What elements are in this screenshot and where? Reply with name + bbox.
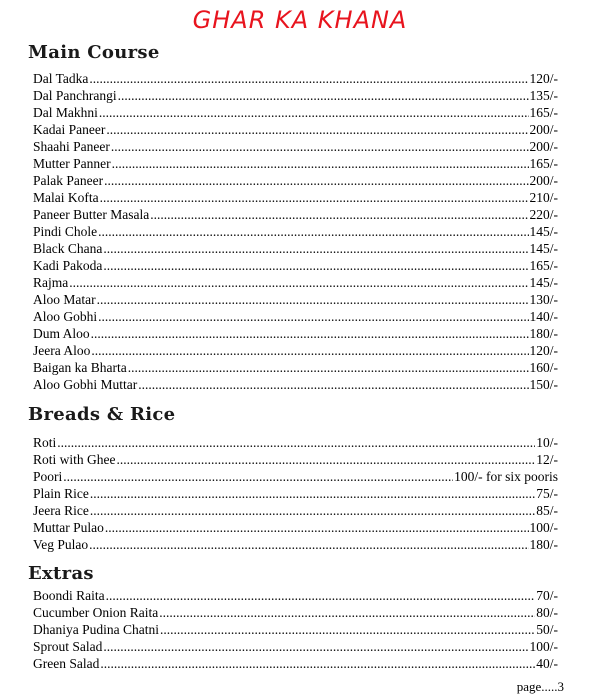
menu-item-row (33, 451, 558, 468)
dot-leader (63, 468, 453, 485)
menu-item-row (33, 359, 558, 376)
menu-item-price: 165/- (529, 156, 558, 171)
menu-item-row (33, 87, 558, 104)
menu-item-name: Dal Panchrangi (33, 88, 117, 103)
menu-item-name: Veg Pulao (33, 537, 89, 552)
menu-item-row (33, 121, 558, 138)
menu-item-row (33, 536, 558, 553)
menu-item-price: 70/- (536, 588, 558, 603)
dot-leader (138, 376, 528, 393)
menu-item-name: Plain Rice (33, 486, 89, 501)
menu-item-price: 210/- (529, 190, 558, 205)
dot-leader (104, 172, 528, 189)
menu-item-name: Green Salad (33, 656, 100, 671)
dot-leader (91, 342, 528, 359)
menu-item-name: Aloo Gobhi Muttar (33, 377, 138, 392)
page-number: page.....3 (516, 679, 564, 694)
menu-item-row (33, 604, 558, 621)
menu-item-price: 165/- (529, 258, 558, 273)
menu-item-row (33, 104, 558, 121)
menu-item-row (33, 189, 558, 206)
menu-item-row (33, 206, 558, 223)
dot-leader (128, 359, 529, 376)
dot-leader (150, 206, 528, 223)
menu-item-name: Dal Tadka (33, 71, 89, 86)
menu-item-price: 140/- (529, 309, 558, 324)
menu-item-row (33, 655, 558, 672)
menu-item-row (33, 325, 558, 342)
menu-item-price: 100/- for six pooris (454, 469, 558, 484)
menu-item-row (33, 308, 558, 325)
section-heading-extras: Extras (28, 563, 94, 584)
menu-item-price: 200/- (529, 122, 558, 137)
dot-leader (90, 485, 535, 502)
menu-item-name: Poori (33, 469, 63, 484)
menu-item-name: Malai Kofta (33, 190, 99, 205)
menu-item-price: 100/- (529, 639, 558, 654)
menu-item-row (33, 155, 558, 172)
menu-item-row (33, 621, 558, 638)
menu-item-price: 80/- (536, 605, 558, 620)
menu-item-name: Shaahi Paneer (33, 139, 110, 154)
menu-item-name: Kadai Paneer (33, 122, 106, 137)
menu-item-price: 50/- (536, 622, 558, 637)
menu-item-price: 40/- (536, 656, 558, 671)
menu-item-name: Rajma (33, 275, 69, 290)
menu-item-row (33, 223, 558, 240)
menu-item-price: 200/- (529, 173, 558, 188)
menu-item-name: Roti (33, 435, 57, 450)
menu-item-row (33, 468, 558, 485)
dot-leader (106, 121, 528, 138)
menu-item-row (33, 70, 558, 87)
menu-item-row (33, 172, 558, 189)
dot-leader (90, 502, 535, 519)
main-course-list (33, 70, 558, 393)
menu-item-price: 180/- (529, 537, 558, 552)
dot-leader (111, 138, 529, 155)
menu-item-row (33, 638, 558, 655)
dot-leader (98, 308, 528, 325)
dot-leader (103, 240, 528, 257)
menu-item-name: Aloo Gobhi (33, 309, 98, 324)
menu-item-price: 220/- (529, 207, 558, 222)
dot-leader (112, 155, 529, 172)
menu-item-price: 120/- (529, 71, 558, 86)
menu-item-row (33, 342, 558, 359)
dot-leader (103, 638, 528, 655)
dot-leader (98, 223, 528, 240)
dot-leader (105, 519, 529, 536)
menu-item-row (33, 519, 558, 536)
dot-leader (100, 655, 535, 672)
menu-item-name: Baigan ka Bharta (33, 360, 127, 375)
menu-item-name: Aloo Matar (33, 292, 96, 307)
menu-item-row (33, 274, 558, 291)
dot-leader (97, 291, 529, 308)
dot-leader (117, 451, 536, 468)
menu-item-row (33, 257, 558, 274)
dot-leader (160, 621, 535, 638)
menu-item-row (33, 434, 558, 451)
dot-leader (91, 325, 529, 342)
menu-item-row (33, 240, 558, 257)
dot-leader (99, 104, 529, 121)
menu-item-row (33, 138, 558, 155)
menu-item-price: 145/- (529, 224, 558, 239)
menu-item-row (33, 376, 558, 393)
menu-item-name: Mutter Panner (33, 156, 111, 171)
menu-item-price: 145/- (529, 275, 558, 290)
menu-item-price: 100/- (529, 520, 558, 535)
dot-leader (159, 604, 535, 621)
menu-item-name: Dhaniya Pudina Chatni (33, 622, 159, 637)
menu-item-row (33, 485, 558, 502)
menu-item-name: Jeera Rice (33, 503, 89, 518)
menu-item-price: 145/- (529, 241, 558, 256)
menu-item-name: Jeera Aloo (33, 343, 91, 358)
dot-leader (69, 274, 528, 291)
menu-item-price: 135/- (529, 88, 558, 103)
menu-item-name: Paneer Butter Masala (33, 207, 150, 222)
menu-item-price: 75/- (536, 486, 558, 501)
menu-item-price: 150/- (529, 377, 558, 392)
menu-item-price: 160/- (529, 360, 558, 375)
menu-title: GHAR KA KHANA (192, 6, 408, 34)
menu-item-name: Dum Aloo (33, 326, 90, 341)
menu-item-price: 120/- (529, 343, 558, 358)
extras-list (33, 587, 558, 672)
menu-item-name: Muttar Pulao (33, 520, 104, 535)
menu-item-name: Black Chana (33, 241, 103, 256)
dot-leader (103, 257, 528, 274)
menu-item-price: 165/- (529, 105, 558, 120)
menu-item-name: Cucumber Onion Raita (33, 605, 159, 620)
menu-item-row (33, 587, 558, 604)
menu-item-row (33, 291, 558, 308)
menu-item-price: 200/- (529, 139, 558, 154)
menu-item-price: 130/- (529, 292, 558, 307)
menu-item-name: Kadi Pakoda (33, 258, 103, 273)
dot-leader (106, 587, 536, 604)
dot-leader (89, 70, 528, 87)
menu-item-row (33, 502, 558, 519)
menu-item-price: 10/- (536, 435, 558, 450)
dot-leader (100, 189, 529, 206)
dot-leader (89, 536, 528, 553)
section-heading-main-course: Main Course (28, 42, 160, 63)
breads-rice-list (33, 434, 558, 553)
menu-item-name: Dal Makhni (33, 105, 98, 120)
menu-item-name: Sprout Salad (33, 639, 103, 654)
dot-leader (57, 434, 535, 451)
menu-item-price: 180/- (529, 326, 558, 341)
menu-item-name: Palak Paneer (33, 173, 104, 188)
menu-item-name: Roti with Ghee (33, 452, 116, 467)
menu-item-price: 12/- (536, 452, 558, 467)
menu-item-price: 85/- (536, 503, 558, 518)
dot-leader (118, 87, 529, 104)
section-heading-breads-rice: Breads & Rice (28, 404, 176, 425)
menu-item-name: Boondi Raita (33, 588, 105, 603)
menu-item-name: Pindi Chole (33, 224, 98, 239)
